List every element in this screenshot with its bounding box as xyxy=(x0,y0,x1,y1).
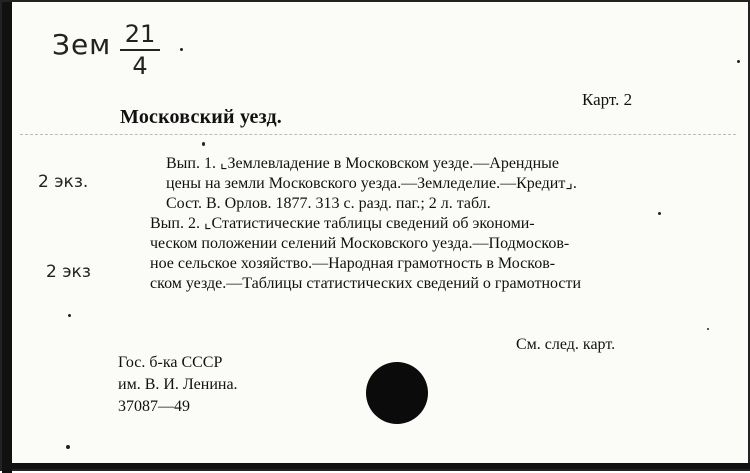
entry-1 xyxy=(120,154,644,214)
entry-2 xyxy=(120,214,644,294)
entry-1-line-1: Вып. 1. ⌞Землевладение в Московском уезде.—Арендные xyxy=(166,155,560,172)
shelfmark-prefix: Зем xyxy=(52,28,112,61)
card-number: Карт. 2 xyxy=(582,90,633,109)
card-body xyxy=(120,154,644,294)
shelfmark-numerator: 21 xyxy=(124,20,156,48)
entry-2-line-2: ческом положении селений Московского уезда.—Подмосков- xyxy=(150,235,570,252)
see-next-card: См. след. карт. xyxy=(516,336,616,353)
speck xyxy=(658,212,661,215)
card-bottom-edge xyxy=(2,463,750,469)
library-namesake: им. В. И. Ленина. xyxy=(118,376,238,393)
card-left-edge xyxy=(2,2,12,473)
margin-note-copies-2: 2 экз xyxy=(46,262,91,282)
entry-1-line-2: цены на земли Московского уезда.—Земледелие.—Кредит⌟. xyxy=(166,175,577,192)
speck xyxy=(66,445,70,449)
ruled-line xyxy=(20,134,736,135)
shelfmark-denominator: 4 xyxy=(132,52,148,80)
fraction-bar xyxy=(120,49,160,51)
library-record-number: 37087—49 xyxy=(118,398,190,415)
entry-2-line-1: Вып. 2. ⌞Статистические таблицы сведений об экономи- xyxy=(150,215,535,232)
speck xyxy=(707,328,709,330)
shelfmark-fraction xyxy=(120,22,160,78)
library-name: Гос. б-ка СССР xyxy=(118,354,223,371)
entry-2-line-4: ском уезде.—Таблицы статистических сведений о грамотности xyxy=(150,275,582,292)
card-heading: Московский уезд. xyxy=(120,106,282,128)
speck xyxy=(737,60,740,63)
speck xyxy=(180,48,183,51)
entry-2-line-3: ное сельское хозяйство.—Народная грамотность в Москов- xyxy=(150,255,556,272)
speck xyxy=(202,142,205,146)
ink-blot xyxy=(366,362,428,424)
entry-1-line-3: Сост. В. Орлов. 1877. 313 с. разд. паг.; 2 л. табл. xyxy=(166,195,491,212)
margin-note-copies-1: 2 экз. xyxy=(38,172,89,192)
speck xyxy=(68,314,71,317)
library-stamp-text xyxy=(118,352,238,418)
